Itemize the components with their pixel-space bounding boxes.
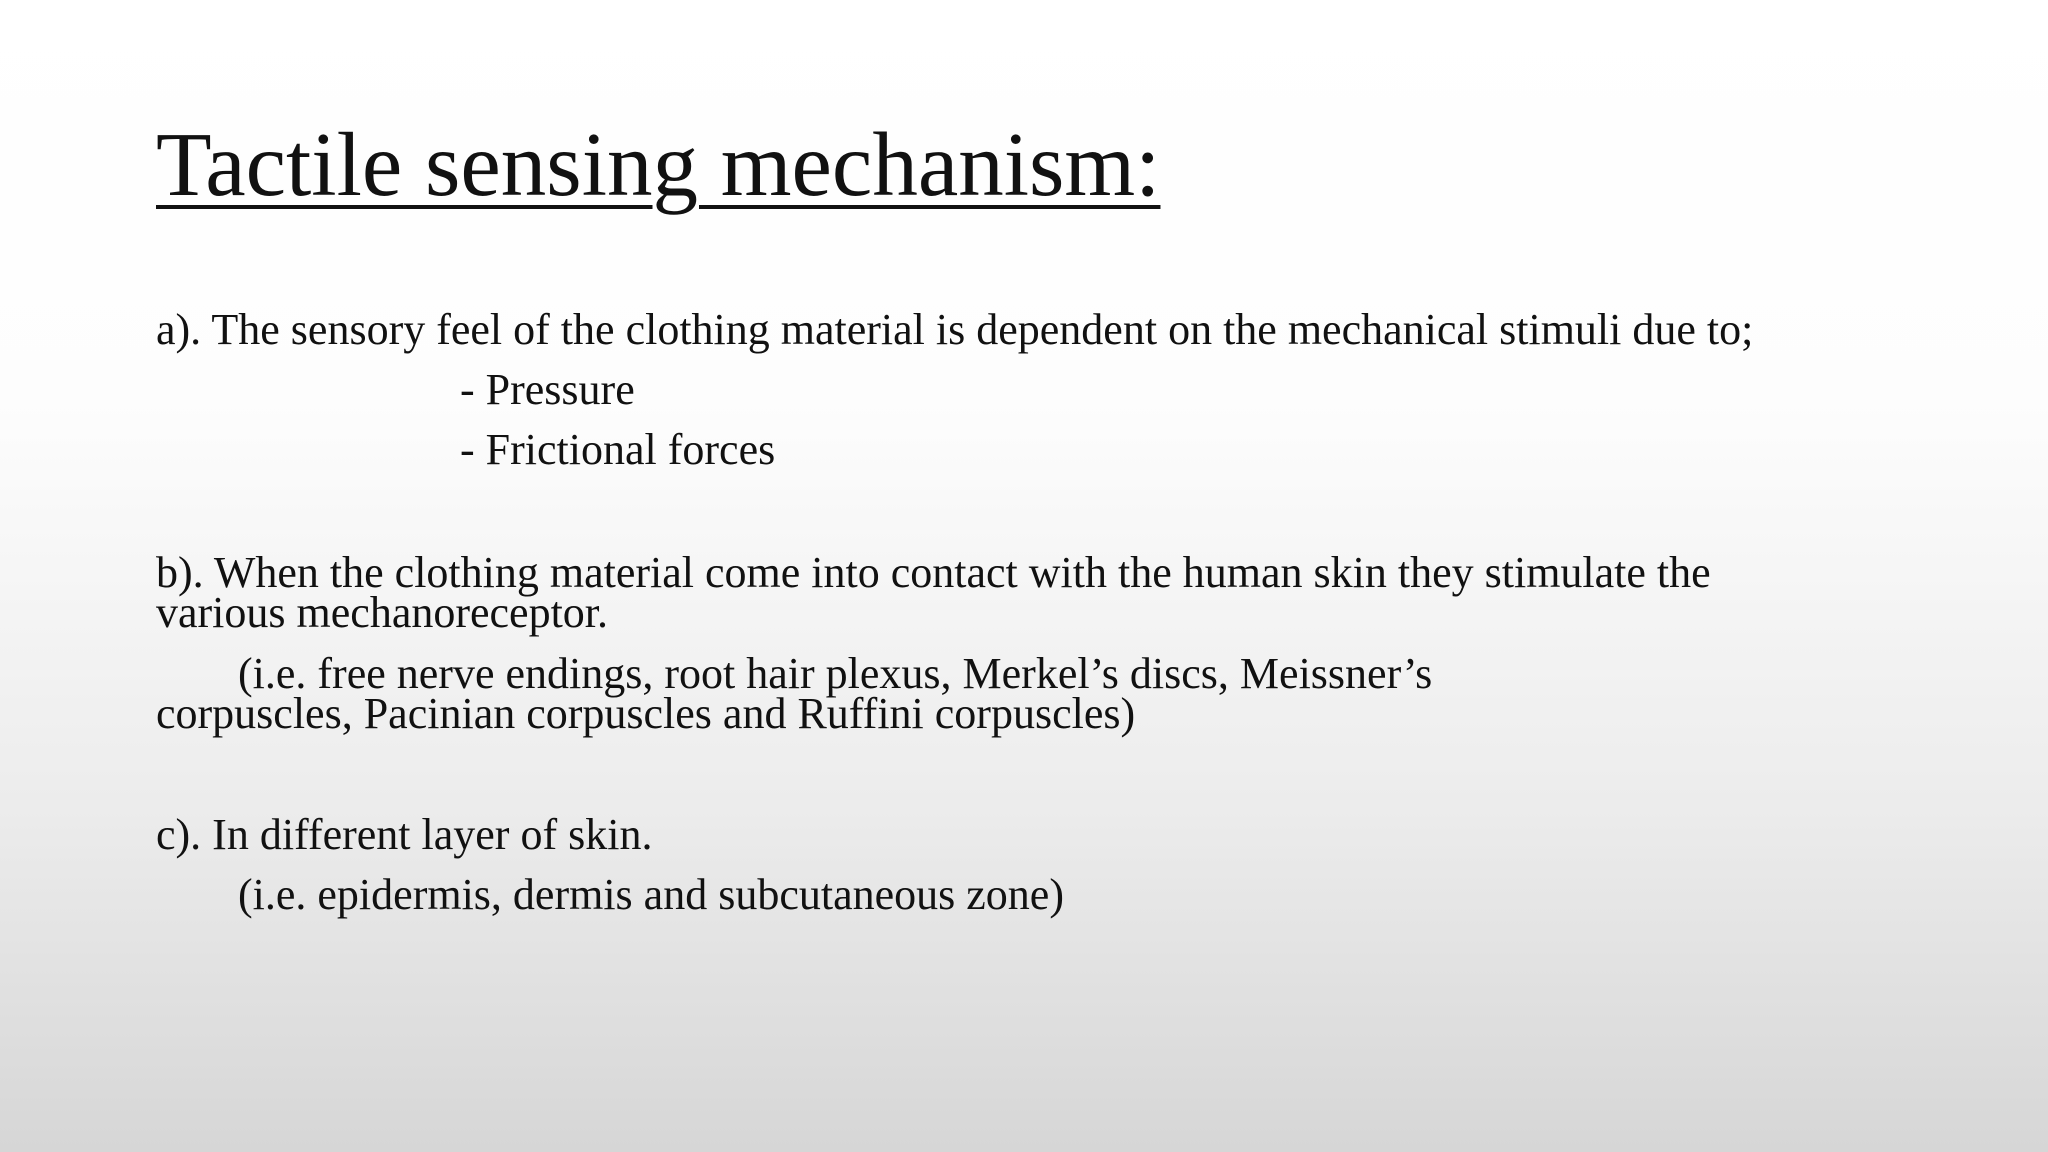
point-b-note-line-2: corpuscles, Pacinian corpuscles and Ruffini corpuscles) — [156, 689, 1136, 738]
point-c-note: (i.e. epidermis, dermis and subcutaneous zone) — [238, 870, 1064, 919]
point-a-sub-item-frictional: - Frictional forces — [460, 425, 776, 474]
point-b-line-1: b). When the clothing material come into contact with the human skin they stimulate the — [156, 548, 1711, 597]
point-a-sub-item-pressure: - Pressure — [460, 365, 635, 414]
slide-title: Tactile sensing mechanism: — [156, 114, 1161, 215]
point-b-note-line-1: (i.e. free nerve endings, root hair plexus, Merkel’s discs, Meissner’s — [238, 649, 1433, 698]
point-c-text: c). In different layer of skin. — [156, 810, 653, 859]
point-b-line-2: various mechanoreceptor. — [156, 588, 609, 637]
point-a-text: a). The sensory feel of the clothing material is dependent on the mechanical stimuli due to; — [156, 305, 1754, 354]
